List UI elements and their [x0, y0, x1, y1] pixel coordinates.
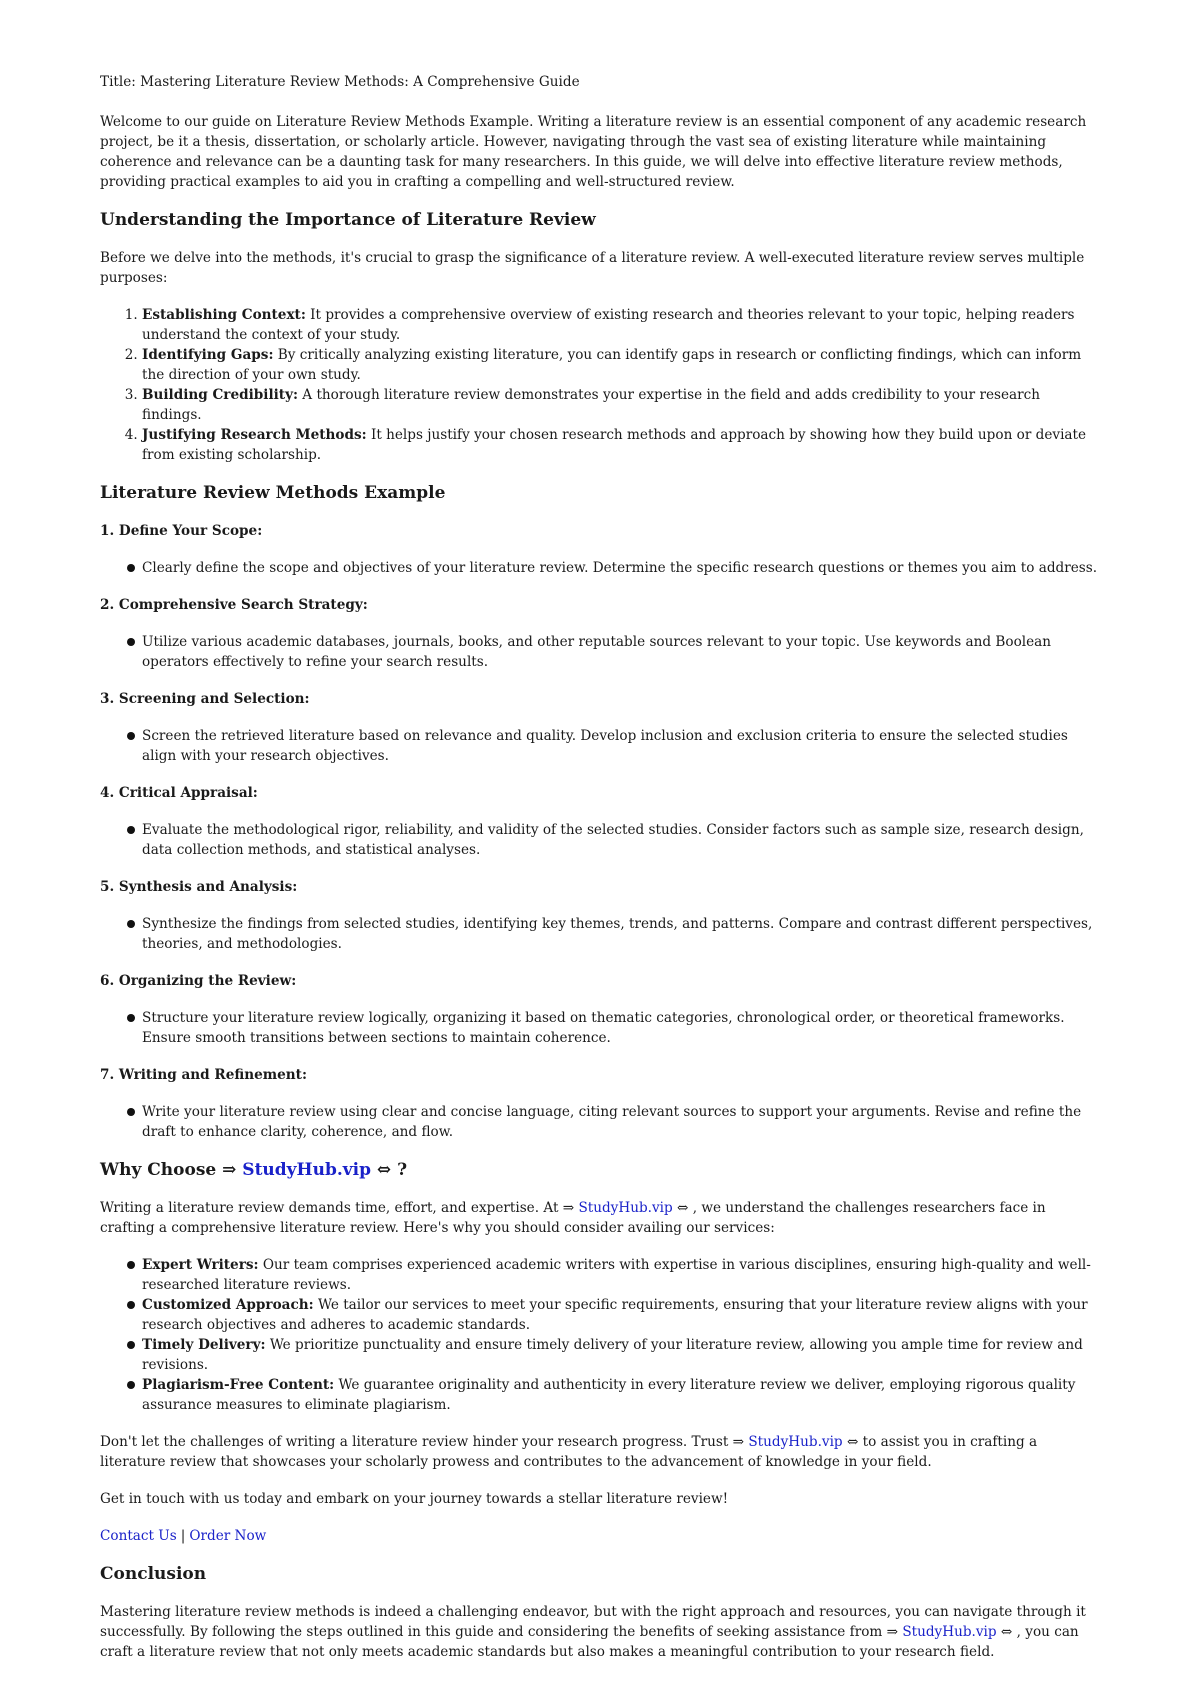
- bullet-dot-icon: [127, 1014, 135, 1022]
- list-item: [142, 1255, 1100, 1295]
- why-lead: [100, 1198, 1100, 1238]
- step-bullets: [100, 726, 1100, 766]
- bullet-dot-icon: [127, 1261, 135, 1269]
- step-text: Evaluate the methodological rigor, reliability, and validity of the selected studies. Consider factors such as sample size, research design, data collection methods, and statistical analyses.: [142, 822, 1084, 858]
- bullet-dot-icon: [127, 1301, 135, 1309]
- importance-lead: Before we delve into the methods, it's crucial to grasp the significance of a literature review. A well-executed literature review serves multiple purposes:: [100, 250, 1085, 286]
- list-item: [142, 1375, 1100, 1415]
- document-title: Title: Mastering Literature Review Methods: A Comprehensive Guide: [100, 74, 580, 90]
- list-item-term: Customized Approach:: [142, 1297, 314, 1313]
- step-title: 6. Organizing the Review:: [100, 973, 297, 989]
- step-title: 2. Comprehensive Search Strategy:: [100, 597, 368, 613]
- bullet-dot-icon: [127, 564, 135, 572]
- bullet-dot-icon: [127, 638, 135, 646]
- list-item-term: Timely Delivery:: [142, 1337, 266, 1353]
- trust-prefix: Don't let the challenges of writing a literature review hinder your research progress. Trust ⇒: [100, 1434, 749, 1450]
- list-item-term: Building Credibility:: [142, 387, 298, 403]
- get-in-touch: Get in touch with us today and embark on your journey towards a stellar literature review!: [100, 1491, 729, 1507]
- list-item-text: It helps justify your chosen research methods and approach by showing how they build upon or deviate from existing scholarship.: [142, 427, 1087, 463]
- studyhub-trust-link[interactable]: StudyHub.vip: [748, 1434, 843, 1450]
- list-item-term: Identifying Gaps:: [142, 347, 274, 363]
- benefits-list: [100, 1255, 1100, 1415]
- list-item: [142, 425, 1100, 465]
- trust-suffix: ⇔ to assist you in crafting a literature review that showcases your scholarly prowess and contributes to the advancement of knowledge in your field.: [100, 1434, 1038, 1470]
- bullet-dot-icon: [127, 920, 135, 928]
- list-item: [142, 385, 1100, 425]
- list-item-term: Plagiarism-Free Content:: [142, 1377, 335, 1393]
- studyhub-conclusion-link[interactable]: StudyHub.vip: [902, 1624, 997, 1640]
- list-item-text: It provides a comprehensive overview of existing research and theories relevant to your topic, helping readers understand the context of your study.: [142, 307, 1075, 343]
- step-text: Screen the retrieved literature based on relevance and quality. Develop inclusion and exclusion criteria to ensure the selected studies align with your research objectives.: [142, 728, 1068, 764]
- order-now-link[interactable]: Order Now: [189, 1528, 267, 1544]
- list-item: [142, 914, 1100, 954]
- list-item-text: Our team comprises experienced academic writers with expertise in various disciplines, ensuring high-quality and well-researched literature reviews.: [142, 1257, 1091, 1293]
- intro-paragraph: Welcome to our guide on Literature Review Methods Example. Writing a literature review is an essential component of any academic research project, be it a thesis, dissertation, or scholarly article. However, navigating through the vast sea of existing literature while maintaining coherence and relevance can be a daunting task for many researchers. In this guide, we will delve into effective literature review methods, providing practical examples to aid you in crafting a compelling and well-structured review.: [100, 114, 1087, 190]
- step-text: Synthesize the findings from selected studies, identifying key themes, trends, and patterns. Compare and contrast different perspectives, theories, and methodologies.: [142, 916, 1093, 952]
- methods-heading: Literature Review Methods Example: [100, 483, 446, 503]
- list-item-text: We guarantee originality and authenticity in every literature review we deliver, employing rigorous quality assurance measures to eliminate plagiarism.: [142, 1377, 1076, 1413]
- list-item: [142, 1008, 1100, 1048]
- step-bullets: [100, 914, 1100, 954]
- list-item: [142, 1335, 1100, 1375]
- why-heading-suffix: ⇔ ?: [371, 1160, 408, 1180]
- why-lead-suffix: ⇔ , we understand the challenges researchers face in crafting a comprehensive literature review. Here's why you should consider availing our services:: [100, 1200, 1046, 1236]
- bullet-dot-icon: [127, 1381, 135, 1389]
- list-item-text: We tailor our services to meet your specific requirements, ensuring that your literature review aligns with your research objectives and adheres to academic standards.: [142, 1297, 1088, 1333]
- step-bullets: [100, 558, 1100, 578]
- conclusion-suffix: ⇔ , you can craft a literature review that not only meets academic standards but also makes a meaningful contribution to your research field.: [100, 1624, 1079, 1660]
- step-title: 5. Synthesis and Analysis:: [100, 879, 298, 895]
- step-text: Structure your literature review logically, organizing it based on thematic categories, chronological order, or theoretical frameworks. Ensure smooth transitions between sections to maintain coherence.: [142, 1010, 1065, 1046]
- list-item: [142, 820, 1100, 860]
- importance-list: [100, 305, 1100, 465]
- list-item: [142, 305, 1100, 345]
- conclusion-prefix: Mastering literature review methods is indeed a challenging endeavor, but with the right approach and resources, you can navigate through it successfully. By following the steps outlined in this guide and considering the benefits of seeking assistance from ⇒: [100, 1604, 1086, 1640]
- step-bullets: [100, 632, 1100, 672]
- conclusion-paragraph: [100, 1602, 1100, 1662]
- step-title: 4. Critical Appraisal:: [100, 785, 258, 801]
- step-bullets: [100, 820, 1100, 860]
- studyhub-lead-link[interactable]: StudyHub.vip: [578, 1200, 673, 1216]
- importance-heading: Understanding the Importance of Literature Review: [100, 210, 596, 230]
- step-title: 7. Writing and Refinement:: [100, 1067, 307, 1083]
- step-text: Clearly define the scope and objectives of your literature review. Determine the specific research questions or themes you aim to address.: [142, 560, 1098, 576]
- bullet-dot-icon: [127, 732, 135, 740]
- list-item-term: Expert Writers:: [142, 1257, 259, 1273]
- step-text: Utilize various academic databases, journals, books, and other reputable sources relevant to your topic. Use keywords and Boolean operators effectively to refine your search results.: [142, 634, 1052, 670]
- why-heading-prefix: Why Choose ⇒: [100, 1160, 243, 1180]
- bullet-dot-icon: [127, 1341, 135, 1349]
- step-title: 1. Define Your Scope:: [100, 523, 263, 539]
- trust-paragraph: [100, 1432, 1100, 1472]
- cta-links: [100, 1526, 1100, 1546]
- step-text: Write your literature review using clear and concise language, citing relevant sources to support your arguments. Revise and refine the draft to enhance clarity, coherence, and flow.: [142, 1104, 1082, 1140]
- bullet-dot-icon: [127, 826, 135, 834]
- list-item-text: By critically analyzing existing literature, you can identify gaps in research or conflicting findings, which can inform the direction of your own study.: [142, 347, 1082, 383]
- list-item-text: We prioritize punctuality and ensure timely delivery of your literature review, allowing you ample time for review and revisions.: [142, 1337, 1083, 1373]
- step-title: 3. Screening and Selection:: [100, 691, 310, 707]
- list-item: [142, 1102, 1100, 1142]
- link-separator: |: [180, 1528, 186, 1544]
- list-item-term: Establishing Context:: [142, 307, 306, 323]
- conclusion-heading: Conclusion: [100, 1564, 207, 1584]
- bullet-dot-icon: [127, 1108, 135, 1116]
- why-heading: [100, 1159, 1100, 1181]
- list-item: [142, 558, 1100, 578]
- why-lead-prefix: Writing a literature review demands time, effort, and expertise. At ⇒: [100, 1200, 579, 1216]
- list-item: [142, 345, 1100, 385]
- step-bullets: [100, 1008, 1100, 1048]
- contact-us-link[interactable]: Contact Us: [100, 1528, 177, 1544]
- list-item: [142, 1295, 1100, 1335]
- studyhub-heading-link[interactable]: StudyHub.vip: [242, 1160, 372, 1180]
- list-item: [142, 726, 1100, 766]
- list-item: [142, 632, 1100, 672]
- step-bullets: [100, 1102, 1100, 1142]
- list-item-text: A thorough literature review demonstrates your expertise in the field and adds credibility to your research findings.: [142, 387, 1041, 423]
- list-item-term: Justifying Research Methods:: [142, 427, 367, 443]
